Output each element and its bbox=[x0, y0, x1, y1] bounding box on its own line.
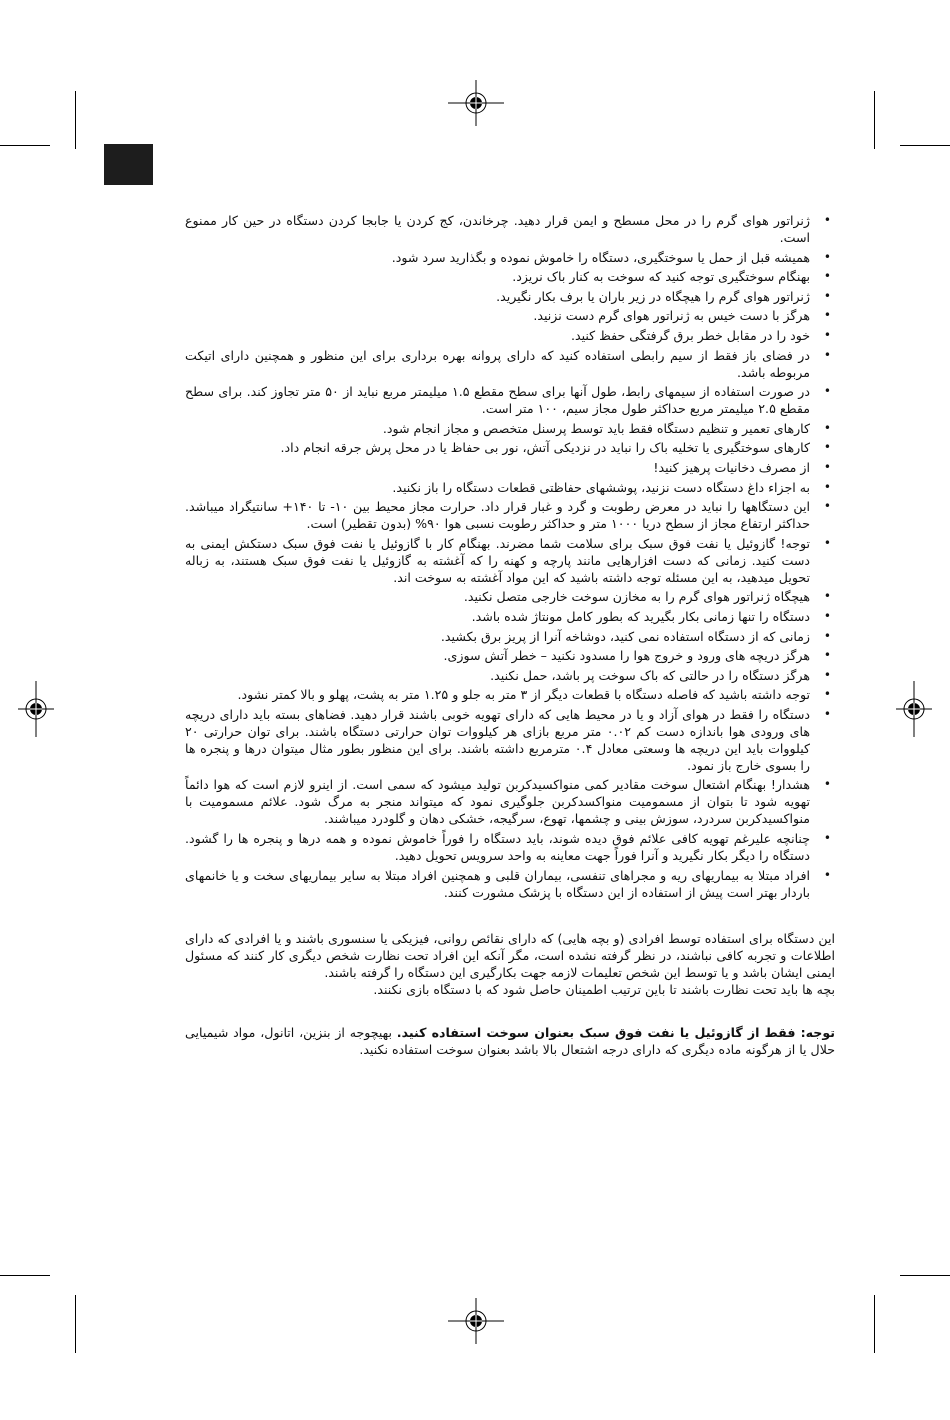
list-item: • کارهای تعمیر و تنظیم دستگاه فقط باید توسط پرسنل متخصص و مجاز انجام شود. bbox=[185, 420, 835, 437]
children-paragraph: بچه ها باید تحت نظارت باشند تا باین ترتیب اطمینان حاصل شود که با دستگاه بازی نکنند. bbox=[373, 981, 835, 997]
list-item: • دستگاه را فقط در هوای آزاد و یا در محیط هایی که دارای تهویه خوبی باشند قرار دهید. فضاهای بسته باید دارای دریچه های ورودی هوا باندازه دست کم ۰.۰۲ متر مربع بازای هر کیلووات توان حرارتی دستگاه باشند. برای توان حرارتی ۲۰ کیلووات باید این دریچه ها وسعتی معادل ۰.۴ مترمربع داشته باشند. برای این منظور بطور مثال میتوان درها و پنجره ها را بسوی خارج باز نمود. bbox=[185, 706, 835, 774]
crop-mark bbox=[75, 91, 76, 149]
crop-mark bbox=[0, 1275, 50, 1276]
list-item: • توجه داشته باشید که فاصله دستگاه با قطعات دیگر از ۳ متر به جلو و ۱.۲۵ متر به پشت، پهلو و بالا کمتر نشود. bbox=[185, 686, 835, 703]
crop-mark bbox=[874, 91, 875, 149]
fuel-note-text: بهیچوجه از بنزین، اتانول، مواد شیمیایی حلال یا از هرگونه ماده دیگری که دارای درجه اشتعال بالا باشد بعنوان سوخت استفاده نکنید. bbox=[185, 1024, 835, 1057]
registration-mark-icon bbox=[18, 681, 54, 737]
list-item: • در صورت استفاده از سیمهای رابط، طول آنها برای سطح مقطع ۱.۵ میلیمتر مربع نباید از ۵۰ متر تجاوز کند. برای سطح مقطع ۲.۵ میلیمتر مربع حداکثر طول مجاز سیم، ۱۰۰ متر است. bbox=[185, 383, 835, 417]
crop-mark bbox=[900, 1275, 950, 1276]
list-item: • افراد مبتلا به بیماریهای ریه و مجراهای تنفسی، بیماران قلبی و همچنین افراد مبتلا به سایر بیماریهای سخت و یا خانمهای باردار بهتر است پیش از استفاده از این دستگاه با پزشک مشورت کنند. bbox=[185, 867, 835, 901]
safety-instructions bbox=[185, 212, 835, 1058]
section-tab-block bbox=[104, 144, 153, 185]
list-item: • هرگز دستگاه را در حالتی که باک سوخت پر باشد، حمل نکنید. bbox=[185, 667, 835, 684]
list-item: • خود را در مقابل خطر برق گرفتگی حفظ کنید. bbox=[185, 327, 835, 344]
list-item: • این دستگاهها را نباید در معرض رطوبت و گرد و غبار قرار داد. حرارت مجاز محیط بین ۱۰- تا ۱۴۰+ سانتیگراد میباشد. حداکثر ارتفاع مجاز از سطح دریا ۱۰۰۰ متر و حداکثر رطوبت نسبی هوا ۹۰% (بدون تقطیر) است. bbox=[185, 498, 835, 532]
usage-paragraph: این دستگاه برای استفاده توسط افرادی (و بچه هایی) که دارای نقائص روانی، فیزیکی یا سنسوری باشند و یا افرادی که دارای اطلاعات و تجربه کافی نباشند، در نظر گرفته نشده است، مگر آنکه این افراد تحت نظارت شخص دیگری کار کنند که مسئول ایمنی ایشان باشد و یا توسط این شخص تعلیمات لازمه جهت بکارگیری این دستگاه را گرفته باشند. bbox=[185, 930, 835, 980]
list-item: • در فضای باز فقط از سیم رابطی استفاده کنید که دارای پروانه بهره برداری برای این منظور و همچنین دارای اتیکت مربوطه باشد. bbox=[185, 347, 835, 381]
list-item: • از مصرف دخانیات پرهیز کنید! bbox=[185, 459, 835, 476]
registration-mark-icon bbox=[896, 681, 932, 737]
fuel-note bbox=[185, 1024, 835, 1058]
list-item: • توجه! گازوئیل یا نفت فوق سبک برای سلامت شما مضرند. بهنگام کار با گازوئیل یا نفت فوق سبک دستکش ایمنی به دست کنید. زمانی که دست افزارهایی مانند پارچه و کهنه را که آغشته به گازوئیل یا نفت فوق سبک هستند، به زباله تحویل میدهید، به این مسئله توجه داشته باشید که این مواد آغشته به سوخت اند. bbox=[185, 535, 835, 586]
list-item: • ژنراتور هوای گرم را هیچگاه در زیر باران یا برف بکار نگیرید. bbox=[185, 288, 835, 305]
registration-mark-icon bbox=[448, 80, 504, 126]
list-item: • زمانی که از دستگاه استفاده نمی کنید، دوشاخه آنرا از پریز برق بکشید. bbox=[185, 628, 835, 645]
list-item: • به اجزاء داغ دستگاه دست نزنید، پوششهای حفاظتی قطعات دستگاه را باز نکنید. bbox=[185, 479, 835, 496]
list-item: • هیچگاه ژنراتور هوای گرم را به مخازن سوخت خارجی متصل نکنید. bbox=[185, 588, 835, 605]
registration-mark-icon bbox=[448, 1298, 504, 1344]
list-item: • دستگاه را تنها زمانی بکار بگیرید که بطور کامل مونتاژ شده باشد. bbox=[185, 608, 835, 625]
fuel-note-bold: توجه: فقط از گازوئیل یا نفت فوق سبک بعنوان سوخت استفاده کنید. bbox=[396, 1024, 835, 1040]
crop-mark bbox=[874, 1295, 875, 1353]
crop-mark bbox=[75, 1295, 76, 1353]
crop-mark bbox=[900, 145, 950, 146]
list-item: • بهنگام سوختگیری توجه کنید که سوخت به کنار باک نریزد. bbox=[185, 268, 835, 285]
list-item: • هشدار! بهنگام اشتعال سوخت مقادیر کمی منواکسیدکربن تولید میشود که سمی است. از اینرو لازم است که هوا دائماً تهویه شود تا بتوان از مسمومیت منواکسدکربن جلوگیری نمود که میتواند منجر به مرگ شود. علائم مسمومیت با منواکسیدکربن سردرد، سوزش بینی و چشمها، تهوع، سرگیجه، خشکی دهان و گلودرد میباشند. bbox=[185, 776, 835, 827]
list-item: • همیشه قبل از حمل یا سوختگیری، دستگاه را خاموش نموده و بگذارید سرد شود. bbox=[185, 249, 835, 266]
safety-rules-list bbox=[185, 212, 835, 901]
crop-mark bbox=[0, 145, 50, 146]
list-item: • ژنراتور هوای گرم را در محل مسطح و ایمن قرار دهید. چرخاندن، کج کردن یا جابجا کردن دستگاه در حین کار ممنوع است. bbox=[185, 212, 835, 246]
list-item: • هرگز با دست خیس به ژنراتور هوای گرم دست نزنید. bbox=[185, 307, 835, 324]
list-item: • چنانچه علیرغم تهویه کافی علائم فوق دیده شوند، باید دستگاه را فوراً خاموش نموده و همه درها و پنجره ها را گشود. دستگاه را دیگر بکار نگیرید و آنرا فوراً جهت معاینه به واحد سرویس تحویل دهید. bbox=[185, 830, 835, 864]
list-item: • هرگز دریچه های ورود و خروج هوا را مسدود نکنید – خطر آتش سوزی. bbox=[185, 647, 835, 664]
list-item: • کارهای سوختگیری یا تخلیه باک را نباید در نزدیکی آتش، نور بی حفاظ یا در محل پرش جرقه انجام داد. bbox=[185, 439, 835, 456]
